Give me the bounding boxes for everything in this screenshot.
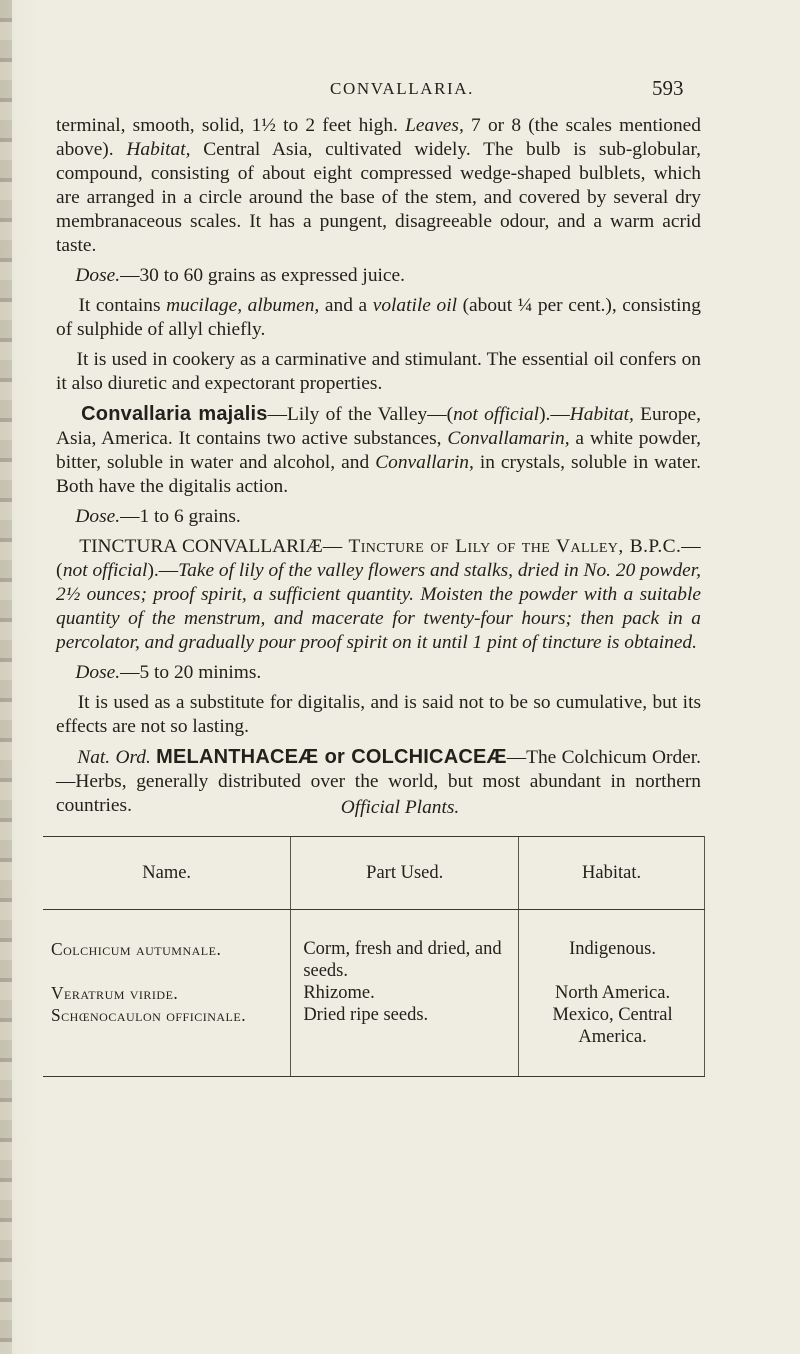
plant-part-used: Dried ripe seeds.	[291, 1004, 519, 1077]
paragraph-dose-convallaria: Dose.—1 to 6 grains.	[75, 506, 241, 527]
plant-habitat: Mexico, Central America.	[519, 1004, 705, 1077]
page-header	[0, 76, 800, 105]
plant-part-used: Rhizome.	[291, 982, 519, 1004]
plant-habitat: North America.	[519, 982, 705, 1004]
page-binding-edge	[0, 0, 12, 1354]
column-header-part-used: Part Used.	[291, 837, 519, 910]
table-header-row	[43, 837, 705, 910]
paragraph-dose-tincture: Dose.—5 to 20 minims.	[75, 662, 262, 683]
plant-name: Veratrum viride.	[51, 983, 179, 1003]
column-header-name: Name.	[43, 837, 291, 910]
paragraph-contents: It contains mucilage, albumen, and a volatile oil (about ¼ per cent.), consisting of sulphide of allyl chiefly.	[56, 295, 701, 340]
plant-name: Schœnocaulon officinale.	[43, 1004, 291, 1077]
page-number: 593	[652, 76, 684, 100]
plant-name: Colchicum autumnale.	[51, 939, 222, 959]
paragraph-substitute: It is used as a substitute for digitalis, and is said not to be so cumulative, but its effects are not so lasting.	[56, 692, 701, 737]
column-header-habitat: Habitat.	[519, 837, 705, 910]
paragraph-uses: It is used in cookery as a carminative and stimulant. The essential oil confers on it also diuretic and expectorant properties.	[56, 349, 702, 394]
table-row	[43, 910, 705, 983]
table-caption: Official Plants.	[340, 797, 460, 818]
paragraph-convallaria-majalis: Convallaria majalis—Lily of the Valley—(not official).—Habitat, Europe, Asia, America. It contains two active substances, Convallamarin, a white powder, bitter, soluble in water and alcohol, and Convallarin, in crystals, soluble in water. Both have the digitalis action.	[56, 403, 702, 497]
paragraph-melanthaceae: Nat. Ord. MELANTHACEÆ or COLCHICACEÆ—The Colchicum Order.—Herbs, generally distributed over the world, but most abundant in northern countries.	[56, 746, 701, 816]
official-plants-table	[43, 836, 705, 1077]
plant-part-used: Corm, fresh and dried, and seeds.	[291, 910, 519, 983]
body-text	[56, 114, 701, 824]
plant-habitat: Indigenous.	[519, 910, 705, 983]
table-row	[43, 982, 705, 1004]
table-row	[43, 1004, 705, 1077]
paragraph-bulb-description: terminal, smooth, solid, 1½ to 2 feet high. Leaves, 7 or 8 (the scales mentioned above). Habitat, Central Asia, cultivated widely. The bulb is sub-globular, compound, consisting of about eight compressed wedge-shaped bulblets, which are arranged in a circle around the base of the stem, and covered by several dry membranaceous scales. It has a pungent, disagreeable odour, and a warm acrid taste.	[56, 115, 702, 256]
running-head: CONVALLARIA.	[330, 79, 475, 98]
paragraph-dose-garlic: Dose.—30 to 60 grains as expressed juice.	[75, 265, 405, 286]
paragraph-tinctura: TINCTURA CONVALLARIÆ— Tincture of Lily of the Valley, B.P.C.—(not official).—Take of lily of the valley flowers and stalks, dried in No. 20 powder, 2½ ounces; proof spirit, a sufficient quantity. Moisten the powder with a suitable quantity of the menstrum, and macerate for twenty-four hours; then pack in a percolator, and gradually pour proof spirit on it until 1 pint of tincture is obtained.	[56, 536, 702, 653]
